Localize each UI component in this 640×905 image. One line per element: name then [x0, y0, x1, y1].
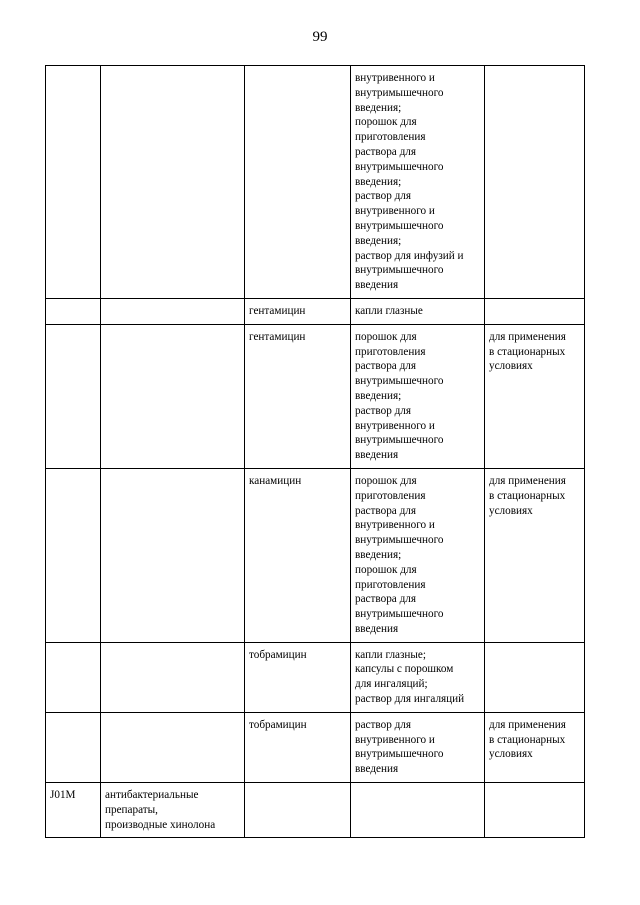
table-row	[46, 324, 585, 468]
cell-text-line: раствора для	[355, 504, 416, 517]
cell-text-line: раствор для	[355, 190, 412, 203]
cell-text-line: введения;	[355, 175, 402, 188]
cell-text-line: раствор для ингаляций	[355, 693, 465, 706]
cell-text: тобрамицин	[249, 718, 307, 731]
cell-text-line: внутривенного и	[355, 519, 435, 532]
cell-text-line: капсулы с порошком	[355, 663, 454, 676]
cell-text-line: приготовления	[355, 578, 426, 591]
cell-text-line: в стационарных	[489, 345, 566, 358]
cell-drug-name	[245, 783, 351, 838]
page-number: 99	[312, 29, 328, 45]
cell-atc-code	[46, 712, 101, 782]
cell-group-name	[101, 298, 245, 324]
cell-text-line: порошок для	[355, 563, 417, 576]
table-row	[46, 66, 585, 299]
cell-atc-code	[46, 66, 101, 299]
cell-text: гентамицин	[249, 330, 306, 343]
cell-text-line: условиях	[489, 504, 533, 517]
cell-drug-name	[245, 468, 351, 642]
cell-text-line: условиях	[489, 748, 533, 761]
cell-group-name	[101, 783, 245, 838]
cell-text-line: внутримышечного	[355, 86, 444, 99]
cell-text-line: приготовления	[355, 131, 426, 144]
cell-group-name	[101, 66, 245, 299]
cell-group-name	[101, 468, 245, 642]
cell-dosage-forms	[351, 298, 485, 324]
cell-text-line: приготовления	[355, 345, 426, 358]
cell-text-line: внутривенного и	[355, 205, 435, 218]
cell-text-line: введения	[355, 449, 399, 462]
cell-text-line: в стационарных	[489, 733, 566, 746]
cell-dosage-forms	[351, 712, 485, 782]
cell-text-line: раствора для	[355, 360, 416, 373]
cell-drug-name	[245, 298, 351, 324]
cell-drug-name	[245, 712, 351, 782]
cell-text: гентамицин	[249, 304, 306, 317]
cell-notes	[485, 712, 585, 782]
cell-group-name	[101, 712, 245, 782]
cell-text: J01M	[50, 789, 76, 802]
cell-drug-name	[245, 642, 351, 712]
cell-text-line: производные хинолона	[105, 818, 216, 831]
cell-text-line: порошок для	[355, 474, 417, 487]
cell-text-line: введения;	[355, 101, 402, 114]
cell-text-line: внутримышечного	[355, 534, 444, 547]
cell-text-line: введения	[355, 763, 399, 776]
cell-text-line: раствор для	[355, 404, 412, 417]
cell-notes	[485, 298, 585, 324]
cell-text-line: введения;	[355, 389, 402, 402]
drug-table	[45, 65, 585, 838]
cell-notes	[485, 468, 585, 642]
cell-notes	[485, 783, 585, 838]
cell-group-name	[101, 324, 245, 468]
cell-notes	[485, 66, 585, 299]
cell-dosage-forms	[351, 783, 485, 838]
cell-atc-code	[46, 468, 101, 642]
cell-text-line: внутримышечного	[355, 375, 444, 388]
table-row	[46, 642, 585, 712]
cell-text-line: условиях	[489, 360, 533, 373]
cell-text-line: внутримышечного	[355, 264, 444, 277]
cell-text-line: для применения	[489, 330, 566, 343]
cell-notes	[485, 324, 585, 468]
cell-notes	[485, 642, 585, 712]
cell-text-line: капли глазные;	[355, 648, 427, 661]
cell-dosage-forms	[351, 468, 485, 642]
cell-text-line: для применения	[489, 718, 566, 731]
cell-text-line: порошок для	[355, 116, 417, 129]
cell-atc-code	[46, 298, 101, 324]
cell-group-name	[101, 642, 245, 712]
cell-text-line: порошок для	[355, 330, 417, 343]
cell-text-line: приготовления	[355, 489, 426, 502]
cell-text-line: внутримышечного	[355, 434, 444, 447]
cell-text-line: раствор для	[355, 718, 412, 731]
cell-text-line: раствора для	[355, 593, 416, 606]
cell-text-line: введения;	[355, 548, 402, 561]
cell-text-line: внутривенного и	[355, 72, 435, 84]
cell-dosage-forms	[351, 324, 485, 468]
cell-text-line: капли глазные	[355, 304, 423, 317]
cell-text-line: введения	[355, 279, 399, 292]
cell-text-line: для ингаляций;	[355, 678, 428, 691]
table-row	[46, 298, 585, 324]
cell-text-line: внутримышечного	[355, 219, 444, 232]
table-row	[46, 468, 585, 642]
cell-text-line: внутримышечного	[355, 160, 444, 173]
table-body	[46, 66, 585, 838]
cell-dosage-forms	[351, 66, 485, 299]
cell-text-line: внутривенного и	[355, 733, 435, 746]
cell-atc-code	[46, 324, 101, 468]
cell-text-line: антибактериальные	[105, 789, 199, 802]
cell-text-line: внутримышечного	[355, 608, 444, 621]
cell-drug-name	[245, 324, 351, 468]
cell-text-line: раствор для инфузий и	[355, 249, 464, 262]
cell-text-line: внутримышечного	[355, 748, 444, 761]
cell-text-line: препараты,	[105, 803, 158, 816]
cell-text: тобрамицин	[249, 648, 307, 661]
cell-atc-code	[46, 783, 101, 838]
table-row	[46, 783, 585, 838]
cell-atc-code	[46, 642, 101, 712]
cell-text-line: введения;	[355, 234, 402, 247]
cell-text-line: введения	[355, 622, 399, 635]
cell-text-line: внутривенного и	[355, 419, 435, 432]
cell-dosage-forms	[351, 642, 485, 712]
cell-text-line: для применения	[489, 474, 566, 487]
cell-drug-name	[245, 66, 351, 299]
cell-text: канамицин	[249, 474, 302, 487]
cell-text-line: раствора для	[355, 145, 416, 158]
cell-text-line: в стационарных	[489, 489, 566, 502]
table-row	[46, 712, 585, 782]
